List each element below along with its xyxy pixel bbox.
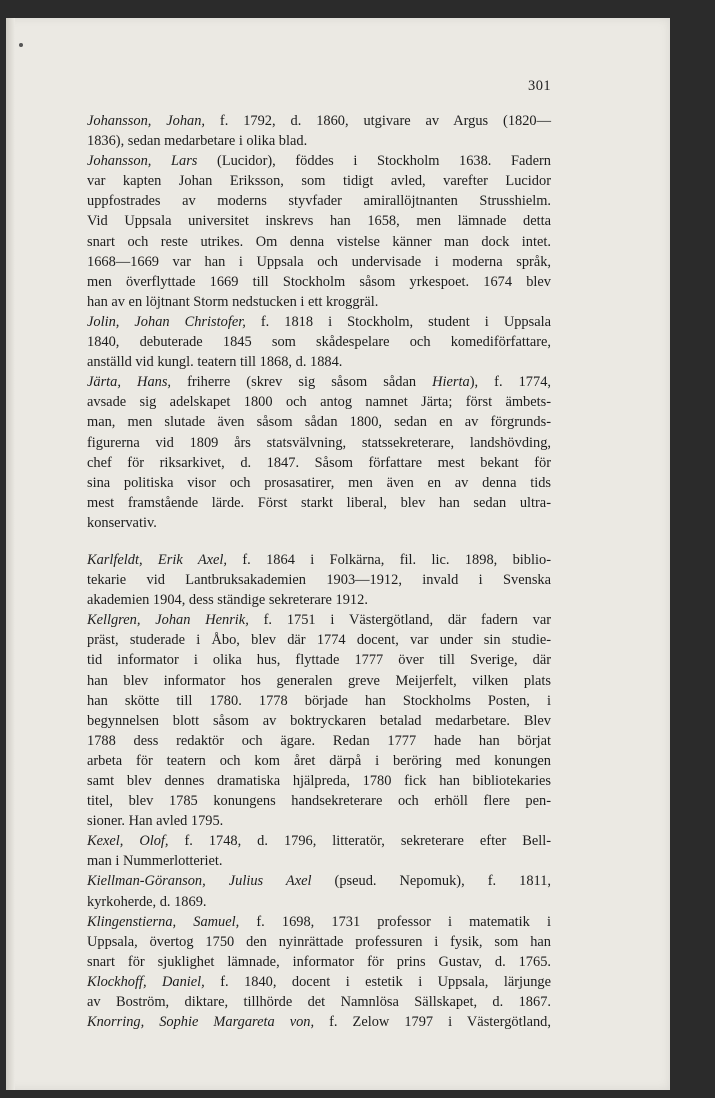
entry-text: akademien 1904, dess ständige sekreterare 1912. xyxy=(87,592,368,609)
entry-text: mest framstående lärde. Först starkt liberal, blev han sedan ultra- xyxy=(87,494,551,511)
text-line xyxy=(87,691,551,711)
entry-text: men överflyttade 1669 till Stockholm såsom yrkespoet. 1674 blev xyxy=(87,273,551,290)
text-line xyxy=(87,232,551,252)
entry-text: av Boström, diktare, tillhörde det Namnlösa Sällskapet, d. 1867. xyxy=(87,994,551,1011)
entry-name: Kexel, Olof, xyxy=(87,833,169,850)
entry-text: han blev informator hos generalen greve Meijerfelt, vilken plats xyxy=(87,672,551,689)
entry-text: f. 1840, docent i estetik i Uppsala, lärjunge xyxy=(204,973,552,990)
entry-text: han skötte till 1780. 1778 började han Stockholms Posten, i xyxy=(87,692,551,709)
text-line xyxy=(87,811,551,831)
text-line xyxy=(87,211,551,231)
text-line xyxy=(87,791,551,811)
text-line xyxy=(87,610,551,630)
text-line xyxy=(87,513,551,533)
entry-text: han av en löjtnant Storm nedstucken i ett kroggräl. xyxy=(87,293,379,310)
entry-text: sina politiska visor och prosasatirer, men även en av denna tids xyxy=(87,474,551,491)
text-line xyxy=(87,312,551,332)
entry-text: titel, blev 1785 konungens handsekreterare och erhöll flere pen- xyxy=(87,793,551,810)
dictionary-entries xyxy=(87,111,551,1032)
text-line xyxy=(87,650,551,670)
text-line xyxy=(87,831,551,851)
entry-text: tid informator i olika hus, flyttade 1777 över till Sverige, där xyxy=(87,652,551,669)
page-spine-shadow xyxy=(6,18,15,1090)
entry-name: Kellgren, Johan Henrik, xyxy=(87,612,249,629)
text-line xyxy=(87,711,551,731)
text-line xyxy=(87,292,551,312)
entry-text: chef för riksarkivet, d. 1847. Såsom författare mest bekant för xyxy=(87,454,551,471)
text-line xyxy=(87,671,551,691)
entry-text: 1836), sedan medarbetare i olika blad. xyxy=(87,133,308,150)
text-line xyxy=(87,972,551,992)
text-line xyxy=(87,332,551,352)
text-line xyxy=(87,751,551,771)
paragraph-gap xyxy=(87,533,551,550)
entry-text: avsade sig adelskapet 1800 och antog namnet Järta; först ämbets- xyxy=(87,394,551,411)
text-line xyxy=(87,473,551,493)
page-number: 301 xyxy=(528,78,551,94)
entry-text: präst, studerade i Åbo, blev där 1774 docent, var under sin studie- xyxy=(87,632,551,649)
text-line xyxy=(87,272,551,292)
book-page xyxy=(6,18,670,1090)
text-line xyxy=(87,570,551,590)
entry-text: var kapten Johan Eriksson, som tidigt avled, varefter Lucidor xyxy=(87,173,551,190)
entry-text: f. 1792, d. 1860, utgivare av Argus (1820— xyxy=(205,113,551,129)
entry-text: uppfostrades av moderns styvfader amirallöjtnanten Strusshielm. xyxy=(87,193,551,210)
entry-text: f. 1751 i Västergötland, där fadern var xyxy=(248,612,551,629)
entry-text: figurerna vid 1809 års statsvälvning, statssekreterare, landshövding, xyxy=(87,434,551,451)
text-line xyxy=(87,630,551,650)
text-line xyxy=(87,871,551,891)
entry-text: tekarie vid Lantbruksakademien 1903—1912, invald i Svenska xyxy=(87,572,551,589)
text-line xyxy=(87,590,551,610)
entry-text: 1788 dess redaktör och ägare. Redan 1777 hade han börjat xyxy=(87,732,551,749)
entry-text: begynnelsen blott såsom av boktryckaren betalad medarbetare. Blev xyxy=(87,712,551,729)
text-line xyxy=(87,372,551,392)
text-line xyxy=(87,171,551,191)
entry-text: f. 1818 i Stockholm, student i Uppsala xyxy=(245,313,551,330)
entry-text: Vid Uppsala universitet inskrevs han 1658, men lämnade detta xyxy=(87,213,551,230)
text-line xyxy=(87,892,551,912)
entry-name: Karlfeldt, Erik Axel, xyxy=(87,551,227,568)
entry-text: 1840, debuterade 1845 som skådespelare och komediförfattare, xyxy=(87,334,551,351)
ink-speck xyxy=(19,43,23,47)
entry-name: Johansson, Lars xyxy=(87,153,198,170)
text-line xyxy=(87,191,551,211)
text-line xyxy=(87,731,551,751)
entry-name: Klockhoff, Daniel, xyxy=(87,973,205,990)
text-line xyxy=(87,453,551,473)
text-line xyxy=(87,412,551,432)
entry-text: (pseud. Nepomuk), f. 1811, xyxy=(311,873,551,890)
text-line xyxy=(87,493,551,513)
text-line xyxy=(87,151,551,171)
entry-text: ), f. 1774, xyxy=(469,374,551,391)
text-line xyxy=(87,1012,551,1032)
entry-text: arbeta för teatern och kom året därpå i beröring med konungen xyxy=(87,752,551,769)
entry-name: Klingenstierna, Samuel, xyxy=(87,913,240,930)
text-line xyxy=(87,932,551,952)
entry-text: Uppsala, övertog 1750 den nyinrättade professuren i fysik, som han xyxy=(87,933,551,950)
text-line xyxy=(87,392,551,412)
entry-text: (Lucidor), föddes i Stockholm 1638. Fadern xyxy=(197,153,551,170)
text-line xyxy=(87,851,551,871)
entry-text: konservativ. xyxy=(87,514,157,531)
entry-text: snart för sjuklighet lämnade, informator för prins Gustav, d. 1765. xyxy=(87,953,551,970)
entry-text: kyrkoherde, d. 1869. xyxy=(87,893,207,910)
text-line xyxy=(87,131,551,151)
entry-text: f. 1864 i Folkärna, fil. lic. 1898, biblio- xyxy=(226,551,551,568)
entry-name: Kiellman-Göranson, Julius Axel xyxy=(87,873,312,890)
entry-name: Hierta xyxy=(432,374,470,391)
entry-text: man, men slutade även såsom sådan 1800, sedan en av förgrunds- xyxy=(87,414,551,431)
entry-name: Järta, Hans, xyxy=(87,374,172,391)
entry-text: 1668—1669 var han i Uppsala och undervisade i moderna språk, xyxy=(87,253,551,270)
entry-text: f. Zelow 1797 i Västergötland, xyxy=(314,1014,551,1031)
text-line xyxy=(87,433,551,453)
entry-text: f. 1748, d. 1796, litteratör, sekreterare efter Bell- xyxy=(168,833,551,850)
entry-text: samt blev dennes dramatiska hjälpreda, 1780 fick han bibliotekaries xyxy=(87,773,551,789)
entry-name: Johansson, Johan, xyxy=(87,113,206,129)
entry-text: man i Nummerlotteriet. xyxy=(87,853,223,870)
entry-text: snart och reste utrikes. Om denna vistelse känner man dock intet. xyxy=(87,233,551,250)
text-line xyxy=(87,352,551,372)
text-line xyxy=(87,952,551,972)
entry-text: friherre (skrev sig såsom sådan xyxy=(171,374,433,391)
text-line xyxy=(87,912,551,932)
entry-text: anställd vid kungl. teatern till 1868, d. 1884. xyxy=(87,354,343,371)
entry-name: Knorring, Sophie Margareta von, xyxy=(87,1014,315,1031)
text-line xyxy=(87,252,551,272)
entry-text: sioner. Han avled 1795. xyxy=(87,813,224,830)
text-line xyxy=(87,111,551,131)
text-line xyxy=(87,771,551,791)
text-line xyxy=(87,992,551,1012)
text-line xyxy=(87,550,551,570)
entry-name: Jolin, Johan Christofer, xyxy=(87,313,246,330)
entry-text: f. 1698, 1731 professor i matematik i xyxy=(239,913,551,930)
